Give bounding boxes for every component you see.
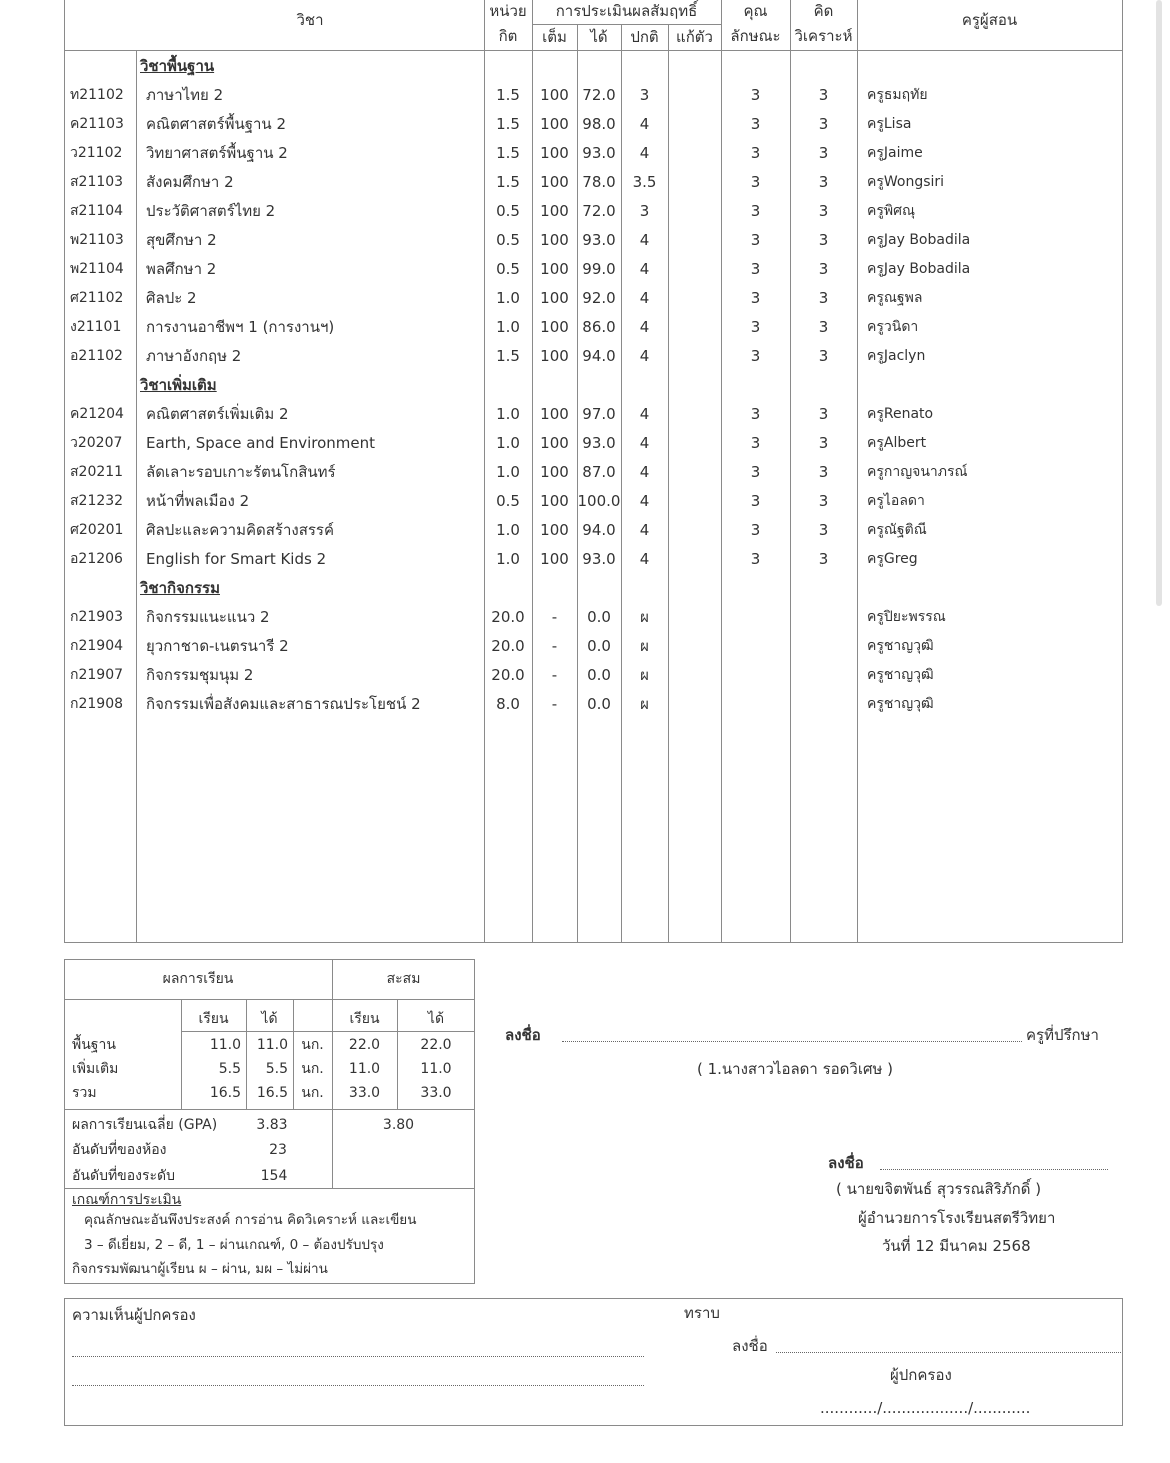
director-sign-label: ลงชื่อ bbox=[828, 1154, 864, 1172]
cell-code: อ21206 bbox=[70, 551, 123, 567]
advisor-sign-label: ลงชื่อ bbox=[505, 1026, 541, 1044]
summary-got: 11.0 bbox=[256, 1037, 288, 1053]
cell-think: 3 bbox=[818, 347, 829, 365]
summary-unit: นก. bbox=[301, 1037, 324, 1053]
parent-comment-line-1[interactable] bbox=[72, 1356, 644, 1357]
header-assessment: การประเมินผลสัมฤทธิ์ bbox=[555, 2, 698, 20]
cell-grade: ผ bbox=[640, 695, 649, 713]
cell-code: ค21204 bbox=[70, 406, 124, 422]
header-full: เต็ม bbox=[542, 28, 567, 46]
cell-char: 3 bbox=[750, 260, 761, 278]
cell-got: 0.0 bbox=[587, 637, 611, 655]
cell-got: 72.0 bbox=[582, 86, 616, 104]
summary-accum-title: สะสม bbox=[386, 971, 421, 987]
cell-credit: 20.0 bbox=[491, 637, 525, 655]
cell-grade: 4 bbox=[639, 260, 650, 278]
summary-acc-got: 11.0 bbox=[420, 1061, 452, 1077]
cell-got: 72.0 bbox=[582, 202, 616, 220]
cell-got: 92.0 bbox=[582, 289, 616, 307]
cell-credit: 1.5 bbox=[496, 144, 520, 162]
advisor-sign-line bbox=[562, 1041, 1022, 1042]
cell-name: กิจกรรมชุมนุม 2 bbox=[146, 666, 254, 684]
summary-acc-got: 33.0 bbox=[420, 1085, 452, 1101]
cell-char: 3 bbox=[750, 202, 761, 220]
cell-grade: 4 bbox=[639, 289, 650, 307]
cell-teacher: ครูไอลดา bbox=[867, 493, 925, 509]
room-rank-label: อันดับที่ของห้อง bbox=[72, 1142, 167, 1158]
cell-code: ส21103 bbox=[70, 174, 124, 190]
cell-think: 3 bbox=[818, 231, 829, 249]
cell-teacher: ครูชาญวุฒิ bbox=[867, 696, 934, 712]
cell-full: 100 bbox=[540, 260, 569, 278]
cell-char: 3 bbox=[750, 173, 761, 191]
cell-full: - bbox=[551, 695, 558, 713]
criteria-line-3: กิจกรรมพัฒนาผู้เรียน ผ – ผ่าน, มผ – ไม่ผ่าน bbox=[72, 1261, 328, 1277]
cell-full: - bbox=[551, 666, 558, 684]
cell-full: 100 bbox=[540, 86, 569, 104]
cell-credit: 20.0 bbox=[491, 608, 525, 626]
cell-full: 100 bbox=[540, 289, 569, 307]
summary-study-header: เรียน bbox=[198, 1011, 229, 1027]
header-credit-2: กิต bbox=[498, 27, 518, 45]
summary-acc-got-header: ได้ bbox=[427, 1011, 445, 1027]
cell-name: ประวัติศาสตร์ไทย 2 bbox=[146, 202, 276, 220]
cell-think: 3 bbox=[818, 434, 829, 452]
cell-grade: 4 bbox=[639, 492, 650, 510]
gpa-label: ผลการเรียนเฉลี่ย (GPA) bbox=[72, 1117, 218, 1133]
cell-code: ก21903 bbox=[70, 609, 124, 625]
section-title: วิชากิจกรรม bbox=[140, 579, 220, 597]
cell-got: 0.0 bbox=[587, 695, 611, 713]
advisor-name: ( 1.นางสาวไอลดา รอดวิเศษ ) bbox=[697, 1060, 893, 1078]
section-title: วิชาเพิ่มเติม bbox=[140, 376, 217, 394]
cell-char: 3 bbox=[750, 347, 761, 365]
cell-grade: 3.5 bbox=[632, 173, 657, 191]
cell-got: 98.0 bbox=[582, 115, 616, 133]
cell-got: 93.0 bbox=[582, 144, 616, 162]
director-role: ผู้อำนวยการโรงเรียนสตรีวิทยา bbox=[858, 1209, 1056, 1227]
cell-grade: ผ bbox=[640, 608, 649, 626]
cell-code: ศ21102 bbox=[70, 290, 124, 306]
cell-name: Earth, Space and Environment bbox=[146, 434, 376, 452]
cell-got: 97.0 bbox=[582, 405, 616, 423]
cell-full: 100 bbox=[540, 492, 569, 510]
header-character-2: ลักษณะ bbox=[730, 27, 781, 45]
header-fix: แก้ตัว bbox=[676, 28, 713, 46]
cell-full: 100 bbox=[540, 347, 569, 365]
cell-credit: 1.0 bbox=[496, 521, 520, 539]
cell-grade: 4 bbox=[639, 463, 650, 481]
cell-full: 100 bbox=[540, 202, 569, 220]
scrollbar[interactable] bbox=[1156, 0, 1162, 606]
criteria-title: เกณฑ์การประเมิน bbox=[72, 1192, 182, 1208]
cell-think: 3 bbox=[818, 463, 829, 481]
summary-got: 16.5 bbox=[256, 1085, 288, 1101]
cell-got: 100.0 bbox=[577, 492, 621, 510]
summary-acc-got: 22.0 bbox=[420, 1037, 452, 1053]
header-normal: ปกติ bbox=[630, 28, 659, 46]
cell-char: 3 bbox=[750, 550, 761, 568]
cell-teacher: ครูJaime bbox=[867, 145, 923, 161]
cell-got: 0.0 bbox=[587, 666, 611, 684]
cell-name: ภาษาอังกฤษ 2 bbox=[146, 347, 242, 365]
cell-name: ลัดเลาะรอบเกาะรัตนโกสินทร์ bbox=[146, 463, 336, 481]
cell-name: หน้าที่พลเมือง 2 bbox=[146, 492, 250, 510]
cell-code: ว20207 bbox=[70, 435, 123, 451]
header-analysis-2: วิเคราะห์ bbox=[794, 27, 853, 45]
cell-got: 78.0 bbox=[582, 173, 616, 191]
header-teacher: ครูผู้สอน bbox=[961, 11, 1018, 29]
summary-study: 16.5 bbox=[209, 1085, 241, 1101]
cell-got: 94.0 bbox=[582, 521, 616, 539]
level-rank-label: อันดับที่ของระดับ bbox=[72, 1168, 176, 1184]
cell-credit: 1.5 bbox=[496, 86, 520, 104]
cell-teacher: ครูชาญวุฒิ bbox=[867, 667, 934, 683]
cell-teacher: ครูJaclyn bbox=[867, 348, 926, 364]
cell-code: ก21908 bbox=[70, 696, 124, 712]
cell-teacher: ครูธมฤทัย bbox=[867, 87, 928, 103]
cell-char: 3 bbox=[750, 231, 761, 249]
cell-full: 100 bbox=[540, 173, 569, 191]
cell-grade: 3 bbox=[639, 86, 650, 104]
cell-code: ค21103 bbox=[70, 116, 124, 132]
cell-got: 94.0 bbox=[582, 347, 616, 365]
cell-teacher: ครูพิศณุ bbox=[867, 203, 915, 219]
cell-name: กิจกรรมแนะแนว 2 bbox=[146, 608, 270, 626]
cell-name: English for Smart Kids 2 bbox=[146, 550, 327, 568]
cell-teacher: ครูJay Bobadila bbox=[867, 232, 971, 248]
cell-code: อ21102 bbox=[70, 348, 123, 364]
cell-char: 3 bbox=[750, 434, 761, 452]
cell-think: 3 bbox=[818, 521, 829, 539]
cell-credit: 1.0 bbox=[496, 434, 520, 452]
cell-full: 100 bbox=[540, 550, 569, 568]
cell-got: 99.0 bbox=[582, 260, 616, 278]
cell-name: พลศึกษา 2 bbox=[146, 260, 217, 278]
cell-teacher: ครูชาญวุฒิ bbox=[867, 638, 934, 654]
summary-acc-study: 11.0 bbox=[348, 1061, 381, 1077]
cell-grade: ผ bbox=[640, 637, 649, 655]
advisor-role: ครูที่ปรึกษา bbox=[1026, 1026, 1099, 1044]
header-character: คุณ bbox=[743, 2, 768, 20]
summary-label: พื้นฐาน bbox=[72, 1037, 116, 1053]
cell-teacher: ครูGreg bbox=[867, 551, 918, 567]
cell-code: พ21103 bbox=[70, 232, 124, 248]
cell-name: สุขศึกษา 2 bbox=[146, 231, 217, 249]
cell-full: 100 bbox=[540, 434, 569, 452]
cell-think: 3 bbox=[818, 202, 829, 220]
cell-name: ภาษาไทย 2 bbox=[146, 86, 224, 104]
room-rank-value: 23 bbox=[269, 1142, 287, 1158]
cell-grade: ผ bbox=[640, 666, 649, 684]
cell-got: 93.0 bbox=[582, 550, 616, 568]
cell-credit: 0.5 bbox=[496, 492, 520, 510]
cell-full: 100 bbox=[540, 463, 569, 481]
summary-got: 5.5 bbox=[265, 1061, 288, 1077]
cell-teacher: ครูLisa bbox=[867, 116, 912, 132]
header-analysis: คิด bbox=[813, 2, 834, 20]
cell-name: กิจกรรมเพื่อสังคมและสาธารณประโยชน์ 2 bbox=[146, 695, 421, 713]
criteria-line-1: คุณลักษณะอันพึงประสงค์ การอ่าน คิดวิเคราะห์ และเขียน bbox=[84, 1212, 417, 1228]
cell-code: พ21104 bbox=[70, 261, 124, 277]
cell-full: 100 bbox=[540, 318, 569, 336]
cell-credit: 1.0 bbox=[496, 318, 520, 336]
cell-full: 100 bbox=[540, 405, 569, 423]
cell-credit: 1.5 bbox=[496, 347, 520, 365]
cell-think: 3 bbox=[818, 115, 829, 133]
cell-credit: 0.5 bbox=[496, 231, 520, 249]
cell-name: วิทยาศาสตร์พื้นฐาน 2 bbox=[146, 144, 288, 162]
cell-teacher: ครูRenato bbox=[867, 406, 934, 422]
cell-char: 3 bbox=[750, 405, 761, 423]
cell-got: 0.0 bbox=[587, 608, 611, 626]
parent-role: ผู้ปกครอง bbox=[890, 1366, 952, 1384]
cell-full: - bbox=[551, 637, 558, 655]
cell-grade: 4 bbox=[639, 115, 650, 133]
cell-think: 3 bbox=[818, 260, 829, 278]
cell-grade: 4 bbox=[639, 144, 650, 162]
cell-credit: 1.0 bbox=[496, 405, 520, 423]
cell-teacher: ครูกาญจนาภรณ์ bbox=[867, 464, 968, 480]
header-got: ได้ bbox=[590, 28, 608, 46]
summary-acc-study: 22.0 bbox=[348, 1037, 381, 1053]
cell-name: ยุวกาชาด-เนตรนารี 2 bbox=[146, 637, 289, 655]
cell-code: ท21102 bbox=[70, 87, 124, 103]
cell-name: ศิลปะ 2 bbox=[146, 289, 197, 307]
cell-char: 3 bbox=[750, 144, 761, 162]
cell-credit: 0.5 bbox=[496, 260, 520, 278]
cell-char: 3 bbox=[750, 492, 761, 510]
summary-result-title: ผลการเรียน bbox=[162, 971, 234, 987]
cell-teacher: ครูAlbert bbox=[867, 435, 927, 451]
cell-teacher: ครูณฐพล bbox=[867, 290, 923, 306]
cell-char: 3 bbox=[750, 521, 761, 539]
cell-char: 3 bbox=[750, 86, 761, 104]
parent-comment-line-2[interactable] bbox=[72, 1385, 644, 1386]
cell-code: ส21104 bbox=[70, 203, 124, 219]
cell-name: สังคมศึกษา 2 bbox=[146, 173, 234, 191]
header-credit: หน่วย bbox=[489, 2, 527, 20]
summary-acc-study-header: เรียน bbox=[349, 1011, 380, 1027]
level-rank-value: 154 bbox=[260, 1168, 288, 1184]
cell-char: 3 bbox=[750, 318, 761, 336]
cell-think: 3 bbox=[818, 405, 829, 423]
summary-label: รวม bbox=[72, 1085, 97, 1101]
cell-char: 3 bbox=[750, 289, 761, 307]
cell-name: การงานอาชีพฯ 1 (การงานฯ) bbox=[146, 318, 335, 336]
parent-date-line: ............/................../............ bbox=[820, 1399, 1031, 1417]
cell-char: 3 bbox=[750, 463, 761, 481]
cell-grade: 3 bbox=[639, 202, 650, 220]
cell-think: 3 bbox=[818, 289, 829, 307]
cell-got: 93.0 bbox=[582, 434, 616, 452]
cell-grade: 4 bbox=[639, 550, 650, 568]
cell-think: 3 bbox=[818, 144, 829, 162]
cell-credit: 1.0 bbox=[496, 550, 520, 568]
cell-grade: 4 bbox=[639, 405, 650, 423]
summary-unit: นก. bbox=[301, 1061, 324, 1077]
cell-credit: 1.0 bbox=[496, 289, 520, 307]
cell-name: ศิลปะและความคิดสร้างสรรค์ bbox=[146, 521, 335, 539]
cell-grade: 4 bbox=[639, 434, 650, 452]
summary-label: เพิ่มเติม bbox=[72, 1061, 119, 1077]
cell-grade: 4 bbox=[639, 231, 650, 249]
summary-study: 5.5 bbox=[218, 1061, 241, 1077]
summary-acc-study: 33.0 bbox=[348, 1085, 381, 1101]
cell-think: 3 bbox=[818, 492, 829, 510]
cell-code: ก21904 bbox=[70, 638, 124, 654]
gpa-accum-value: 3.80 bbox=[382, 1117, 415, 1133]
cell-got: 87.0 bbox=[582, 463, 616, 481]
cell-code: ส21232 bbox=[70, 493, 124, 509]
cell-think: 3 bbox=[818, 318, 829, 336]
cell-think: 3 bbox=[818, 173, 829, 191]
cell-grade: 4 bbox=[639, 521, 650, 539]
cell-think: 3 bbox=[818, 86, 829, 104]
cell-credit: 1.5 bbox=[496, 115, 520, 133]
cell-code: ศ20201 bbox=[70, 522, 124, 538]
cell-name: คณิตศาสตร์เพิ่มเติม 2 bbox=[146, 405, 289, 423]
cell-teacher: ครูWongsiri bbox=[867, 174, 945, 190]
sign-date: วันที่ 12 มีนาคม 2568 bbox=[882, 1237, 1031, 1255]
cell-full: 100 bbox=[540, 144, 569, 162]
parent-comment-title: ความเห็นผู้ปกครอง bbox=[72, 1306, 196, 1324]
director-name: ( นายขจิตพันธ์ สุวรรณสิริภักดิ์ ) bbox=[836, 1180, 1042, 1198]
summary-study: 11.0 bbox=[209, 1037, 241, 1053]
section-title: วิชาพื้นฐาน bbox=[140, 57, 215, 75]
cell-full: 100 bbox=[540, 115, 569, 133]
cell-code: ส20211 bbox=[70, 464, 124, 480]
director-sign-line bbox=[880, 1169, 1108, 1170]
cell-code: ง21101 bbox=[70, 319, 122, 335]
cell-got: 86.0 bbox=[582, 318, 616, 336]
cell-full: - bbox=[551, 608, 558, 626]
cell-code: ก21907 bbox=[70, 667, 124, 683]
cell-credit: 1.0 bbox=[496, 463, 520, 481]
cell-name: คณิตศาสตร์พื้นฐาน 2 bbox=[146, 115, 286, 133]
cell-full: 100 bbox=[540, 521, 569, 539]
criteria-line-2: 3 – ดีเยี่ยม, 2 – ดี, 1 – ผ่านเกณฑ์, 0 – ต้องปรับปรุง bbox=[84, 1237, 384, 1253]
summary-unit: นก. bbox=[301, 1085, 324, 1101]
cell-credit: 0.5 bbox=[496, 202, 520, 220]
summary-got-header: ได้ bbox=[261, 1011, 278, 1027]
cell-credit: 1.5 bbox=[496, 173, 520, 191]
cell-char: 3 bbox=[750, 115, 761, 133]
header-subject: วิชา bbox=[296, 11, 324, 29]
cell-credit: 20.0 bbox=[491, 666, 525, 684]
cell-code: ว21102 bbox=[70, 145, 123, 161]
cell-got: 93.0 bbox=[582, 231, 616, 249]
cell-grade: 4 bbox=[639, 347, 650, 365]
cell-grade: 4 bbox=[639, 318, 650, 336]
cell-teacher: ครูณัฐติณี bbox=[867, 522, 927, 538]
parent-sign-line[interactable] bbox=[776, 1352, 1121, 1353]
cell-teacher: ครูJay Bobadila bbox=[867, 261, 971, 277]
cell-credit: 8.0 bbox=[496, 695, 520, 713]
parent-ack: ทราบ bbox=[684, 1304, 720, 1322]
gpa-value: 3.83 bbox=[256, 1117, 288, 1133]
cell-teacher: ครูปิยะพรรณ bbox=[867, 609, 946, 625]
parent-sign-label: ลงชื่อ bbox=[732, 1337, 768, 1355]
cell-teacher: ครูวนิดา bbox=[867, 319, 919, 335]
cell-think: 3 bbox=[818, 550, 829, 568]
cell-full: 100 bbox=[540, 231, 569, 249]
